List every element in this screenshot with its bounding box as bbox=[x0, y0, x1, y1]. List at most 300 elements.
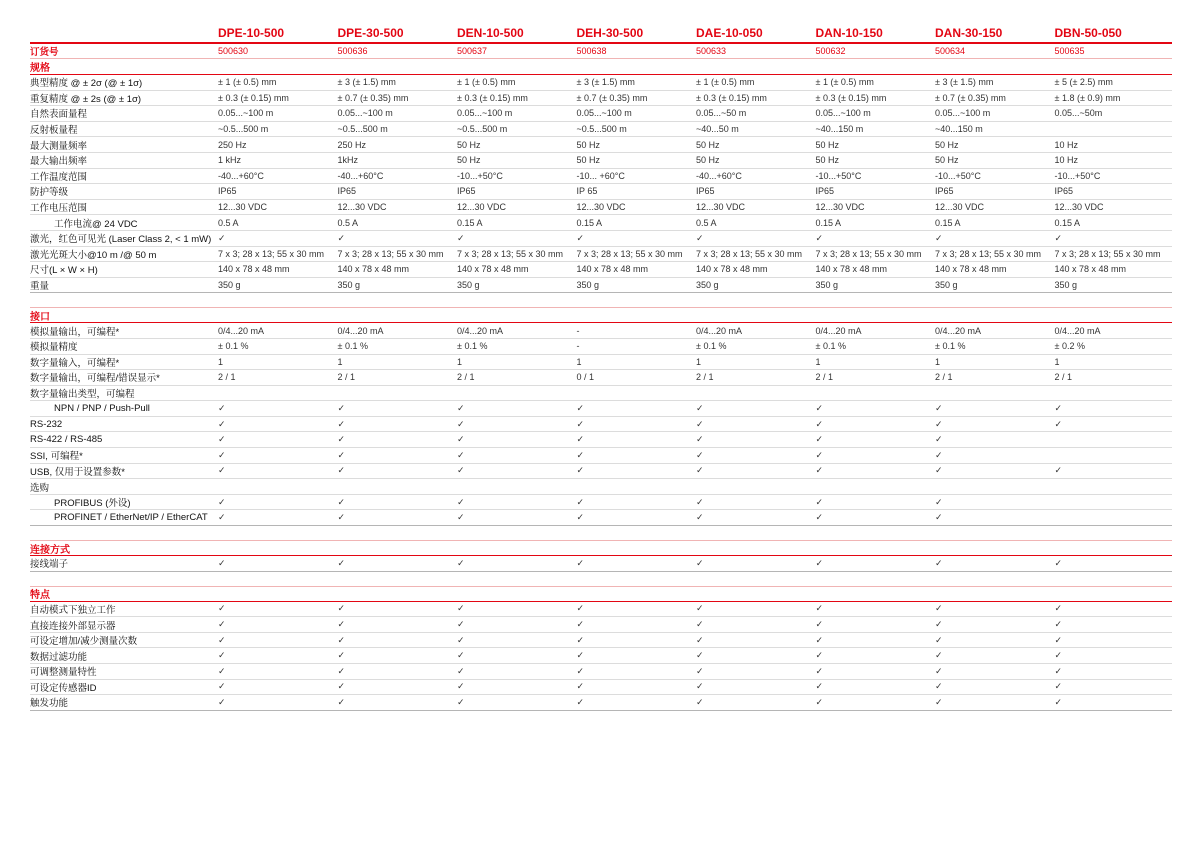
cell-value: 1 bbox=[935, 356, 941, 367]
check-mark: ✓ bbox=[1054, 634, 1063, 645]
check-mark: ✓ bbox=[815, 434, 824, 445]
section-header bbox=[30, 59, 1172, 75]
check-mark: ✓ bbox=[696, 603, 704, 614]
cell-value: 50 Hz bbox=[935, 139, 959, 150]
cell-value: 12...30 VDC bbox=[696, 202, 746, 213]
check-mark: ✓ bbox=[815, 681, 824, 692]
row-label: USB, 仅用于设置参数* bbox=[30, 466, 126, 478]
section-title: 接口 bbox=[30, 311, 50, 323]
table-row bbox=[30, 633, 1172, 649]
check-mark: ✓ bbox=[457, 512, 465, 523]
section-title: 特点 bbox=[30, 590, 50, 602]
cell-value: 0.05...~50m bbox=[1054, 108, 1103, 119]
check-mark: ✓ bbox=[457, 650, 465, 661]
check-mark: ✓ bbox=[696, 496, 704, 507]
check-mark: ✓ bbox=[457, 634, 465, 645]
check-mark: ✓ bbox=[337, 465, 346, 476]
row-label: 数据过滤功能 bbox=[30, 651, 88, 663]
row-label: 可调整测量特性 bbox=[30, 667, 97, 679]
cell-value: 2 / 1 bbox=[935, 372, 953, 383]
check-mark: ✓ bbox=[457, 496, 465, 507]
cell-value: 350 g bbox=[218, 280, 241, 291]
cell-value: -40...+60°C bbox=[337, 170, 384, 181]
cell-value: 0.5 A bbox=[218, 217, 239, 228]
cell-value: 50 Hz bbox=[696, 139, 720, 150]
check-mark: ✓ bbox=[457, 449, 465, 460]
check-mark: ✓ bbox=[576, 512, 585, 523]
cell-value: ± 1 (± 0.5) mm bbox=[815, 77, 874, 88]
check-mark: ✓ bbox=[935, 403, 943, 414]
section-header bbox=[30, 586, 1172, 602]
cell-value: -10...+50°C bbox=[815, 170, 862, 181]
cell-value: 1 bbox=[457, 356, 463, 367]
cell-value: 0/4...20 mA bbox=[815, 325, 862, 336]
cell-value: 12...30 VDC bbox=[1054, 202, 1104, 213]
cell-value: 0.15 A bbox=[1054, 217, 1081, 228]
row-label: SSI, 可编程* bbox=[30, 451, 83, 463]
check-mark: ✓ bbox=[935, 650, 943, 661]
check-mark: ✓ bbox=[218, 403, 226, 414]
section-title: 连接方式 bbox=[30, 544, 70, 556]
cell-value: 1kHz bbox=[337, 155, 359, 166]
cell-value: 140 x 78 x 48 mm bbox=[576, 264, 649, 275]
product-name: DBN-50-050 bbox=[1054, 26, 1122, 40]
section-title: 规格 bbox=[30, 63, 50, 74]
cell-value: 1 bbox=[696, 356, 702, 367]
cell-value: 1 bbox=[576, 356, 582, 367]
check-mark: ✓ bbox=[218, 665, 226, 676]
check-mark: ✓ bbox=[935, 449, 943, 460]
cell-value: ± 0.7 (± 0.35) mm bbox=[576, 92, 648, 103]
check-mark: ✓ bbox=[576, 634, 585, 645]
table-row bbox=[30, 464, 1172, 480]
row-label: 直接连接外部显示器 bbox=[30, 620, 116, 632]
spec-table bbox=[30, 26, 1172, 711]
cell-value: 7 x 3; 28 x 13; 55 x 30 mm bbox=[935, 248, 1042, 259]
row-label: 重量 bbox=[30, 281, 50, 293]
row-label: RS-232 bbox=[30, 418, 63, 430]
row-label: 最大输出频率 bbox=[30, 156, 88, 168]
cell-value: 12...30 VDC bbox=[935, 202, 985, 213]
check-mark: ✓ bbox=[576, 434, 585, 445]
row-label: 防护等级 bbox=[30, 187, 69, 199]
check-mark: ✓ bbox=[815, 496, 824, 507]
cell-value: ± 1 (± 0.5) mm bbox=[696, 77, 755, 88]
check-mark: ✓ bbox=[815, 232, 824, 243]
cell-value: 7 x 3; 28 x 13; 55 x 30 mm bbox=[1054, 248, 1161, 259]
table-row bbox=[30, 75, 1172, 91]
row-label: 激光，红色可见光 (Laser Class 2, < 1 mW) bbox=[30, 234, 212, 246]
cell-value: ± 3 (± 1.5) mm bbox=[576, 77, 635, 88]
cell-value: ~0.5...500 m bbox=[457, 124, 508, 135]
check-mark: ✓ bbox=[696, 449, 704, 460]
check-mark: ✓ bbox=[935, 434, 943, 445]
check-mark: ✓ bbox=[337, 665, 346, 676]
table-row bbox=[30, 184, 1172, 200]
cell-value: 50 Hz bbox=[457, 139, 481, 150]
check-mark: ✓ bbox=[218, 512, 226, 523]
row-label: 数字量输入，可编程* bbox=[30, 357, 120, 369]
cell-value: ± 3 (± 1.5) mm bbox=[337, 77, 396, 88]
check-mark: ✓ bbox=[576, 650, 585, 661]
check-mark: ✓ bbox=[935, 496, 943, 507]
check-mark: ✓ bbox=[1054, 403, 1063, 414]
check-mark: ✓ bbox=[218, 232, 226, 243]
check-mark: ✓ bbox=[1054, 665, 1063, 676]
row-label: 反射板量程 bbox=[30, 125, 78, 137]
cell-value: 350 g bbox=[696, 280, 719, 291]
check-mark: ✓ bbox=[457, 665, 465, 676]
check-mark: ✓ bbox=[1054, 696, 1063, 707]
cell-value: 0.05...~100 m bbox=[815, 108, 871, 119]
check-mark: ✓ bbox=[815, 603, 824, 614]
check-mark: ✓ bbox=[218, 418, 226, 429]
order-number: 500632 bbox=[815, 46, 846, 56]
table-row bbox=[30, 370, 1172, 386]
cell-value: ± 1.8 (± 0.9) mm bbox=[1054, 92, 1121, 103]
order-row-label: 订货号 bbox=[30, 47, 59, 58]
row-label: 数字量输出，可编程/错误显示* bbox=[30, 373, 160, 385]
table-row bbox=[30, 617, 1172, 633]
cell-value: 0 / 1 bbox=[576, 372, 595, 383]
cell-value: - bbox=[576, 341, 580, 352]
check-mark: ✓ bbox=[576, 603, 585, 614]
cell-value: ± 0.2 % bbox=[1054, 341, 1085, 352]
row-label: 可设定传感器ID bbox=[30, 682, 97, 694]
cell-value: 1 bbox=[337, 356, 343, 367]
cell-value: 0.05...~100 m bbox=[337, 108, 393, 119]
order-number-row bbox=[30, 44, 1172, 59]
row-label: 模拟量输出，可编程* bbox=[30, 326, 120, 338]
check-mark: ✓ bbox=[337, 619, 346, 630]
table-row bbox=[30, 680, 1172, 696]
cell-value: 140 x 78 x 48 mm bbox=[696, 264, 768, 275]
check-mark: ✓ bbox=[696, 512, 704, 523]
cell-value: 50 Hz bbox=[815, 139, 840, 150]
cell-value: ~40...150 m bbox=[935, 124, 983, 135]
check-mark: ✓ bbox=[696, 634, 704, 645]
cell-value: 0.15 A bbox=[935, 217, 961, 228]
check-mark: ✓ bbox=[696, 696, 704, 707]
cell-value: 0.15 A bbox=[815, 217, 842, 228]
table-row bbox=[30, 200, 1172, 216]
cell-value: IP65 bbox=[1054, 186, 1074, 197]
table-row bbox=[30, 401, 1172, 417]
section-header bbox=[30, 540, 1172, 556]
check-mark: ✓ bbox=[935, 232, 943, 243]
table-row bbox=[30, 323, 1172, 339]
table-row bbox=[30, 153, 1172, 169]
cell-value: 2 / 1 bbox=[457, 372, 475, 383]
table-row bbox=[30, 339, 1172, 355]
check-mark: ✓ bbox=[337, 681, 346, 692]
cell-value: 140 x 78 x 48 mm bbox=[935, 264, 1007, 275]
cell-value: 0.15 A bbox=[576, 217, 603, 228]
cell-value: ± 3 (± 1.5) mm bbox=[935, 77, 994, 88]
table-row bbox=[30, 137, 1172, 153]
cell-value: 0/4...20 mA bbox=[696, 325, 743, 336]
check-mark: ✓ bbox=[576, 619, 585, 630]
check-mark: ✓ bbox=[218, 603, 226, 614]
table-row bbox=[30, 262, 1172, 278]
check-mark: ✓ bbox=[337, 434, 346, 445]
check-mark: ✓ bbox=[218, 557, 226, 568]
cell-value: -40...+60°C bbox=[218, 170, 264, 181]
cell-value: ± 0.1 % bbox=[337, 341, 368, 352]
cell-value: 350 g bbox=[337, 280, 361, 291]
check-mark: ✓ bbox=[576, 418, 585, 429]
table-row bbox=[30, 556, 1172, 572]
section-gap bbox=[30, 293, 1172, 307]
check-mark: ✓ bbox=[218, 634, 226, 645]
product-name: DAN-10-150 bbox=[815, 26, 883, 40]
cell-value: IP65 bbox=[457, 186, 476, 197]
row-label: 工作电流@ 24 VDC bbox=[54, 218, 138, 230]
cell-value: 50 Hz bbox=[815, 155, 840, 166]
check-mark: ✓ bbox=[457, 681, 465, 692]
cell-value: 1 bbox=[815, 356, 821, 367]
cell-value: IP65 bbox=[696, 186, 715, 197]
check-mark: ✓ bbox=[218, 434, 226, 445]
table-row bbox=[30, 247, 1172, 263]
check-mark: ✓ bbox=[576, 496, 585, 507]
row-label: 最大测量频率 bbox=[30, 140, 88, 152]
cell-value: IP 65 bbox=[576, 186, 598, 197]
check-mark: ✓ bbox=[935, 696, 943, 707]
check-mark: ✓ bbox=[337, 232, 346, 243]
check-mark: ✓ bbox=[935, 681, 943, 692]
check-mark: ✓ bbox=[576, 557, 585, 568]
cell-value: ~40...50 m bbox=[696, 124, 739, 135]
table-row bbox=[30, 602, 1172, 618]
check-mark: ✓ bbox=[576, 465, 585, 476]
check-mark: ✓ bbox=[1054, 681, 1063, 692]
order-number: 500634 bbox=[935, 46, 966, 56]
cell-value: 1 kHz bbox=[218, 155, 242, 166]
row-label: 数字量输出类型，可编程 bbox=[30, 388, 135, 400]
cell-value: 140 x 78 x 48 mm bbox=[457, 264, 529, 275]
check-mark: ✓ bbox=[696, 434, 704, 445]
cell-value: 7 x 3; 28 x 13; 55 x 30 mm bbox=[815, 248, 922, 259]
table-row bbox=[30, 495, 1172, 511]
check-mark: ✓ bbox=[815, 650, 824, 661]
cell-value: 12...30 VDC bbox=[218, 202, 268, 213]
cell-value: ± 0.1 % bbox=[815, 341, 846, 352]
table-row bbox=[30, 664, 1172, 680]
cell-value: 7 x 3; 28 x 13; 55 x 30 mm bbox=[337, 248, 444, 259]
cell-value: 50 Hz bbox=[696, 155, 720, 166]
product-name: DPE-30-500 bbox=[337, 26, 404, 40]
check-mark: ✓ bbox=[457, 557, 465, 568]
cell-value: ± 0.3 (± 0.15) mm bbox=[457, 92, 528, 103]
row-label: 激光光斑大小@10 m /@ 50 m bbox=[30, 249, 157, 261]
row-label: 触发功能 bbox=[30, 698, 69, 710]
check-mark: ✓ bbox=[935, 603, 943, 614]
check-mark: ✓ bbox=[935, 512, 943, 523]
check-mark: ✓ bbox=[1054, 557, 1063, 568]
check-mark: ✓ bbox=[1054, 418, 1063, 429]
product-header-row bbox=[30, 26, 1172, 44]
order-number: 500638 bbox=[576, 46, 607, 56]
cell-value: -10...+50°C bbox=[935, 170, 981, 181]
cell-value: -40...+60°C bbox=[696, 170, 742, 181]
table-row bbox=[30, 510, 1172, 526]
cell-value: 50 Hz bbox=[457, 155, 481, 166]
cell-value: 140 x 78 x 48 mm bbox=[815, 264, 888, 275]
check-mark: ✓ bbox=[457, 603, 465, 614]
table-row bbox=[30, 648, 1172, 664]
row-label: 接线端子 bbox=[30, 559, 69, 571]
table-row bbox=[30, 91, 1172, 107]
cell-value: 0.05...~50 m bbox=[696, 108, 747, 119]
product-name: DAN-30-150 bbox=[935, 26, 1003, 40]
check-mark: ✓ bbox=[457, 232, 465, 243]
cell-value: 140 x 78 x 48 mm bbox=[337, 264, 410, 275]
cell-value: 0/4...20 mA bbox=[218, 325, 265, 336]
check-mark: ✓ bbox=[815, 403, 824, 414]
check-mark: ✓ bbox=[696, 650, 704, 661]
cell-value: 2 / 1 bbox=[815, 372, 834, 383]
cell-value: 12...30 VDC bbox=[337, 202, 387, 213]
row-label: 重复精度 @ ± 2s (@ ± 1σ) bbox=[30, 93, 142, 105]
check-mark: ✓ bbox=[457, 403, 465, 414]
cell-value: -10... +60°C bbox=[576, 170, 625, 181]
cell-value: 0.05...~100 m bbox=[576, 108, 632, 119]
check-mark: ✓ bbox=[935, 619, 943, 630]
check-mark: ✓ bbox=[457, 465, 465, 476]
cell-value: ± 0.3 (± 0.15) mm bbox=[815, 92, 887, 103]
row-label: 典型精度 @ ± 2σ (@ ± 1σ) bbox=[30, 78, 143, 90]
row-label: 模拟量精度 bbox=[30, 342, 78, 354]
cell-value: IP65 bbox=[218, 186, 237, 197]
check-mark: ✓ bbox=[696, 665, 704, 676]
check-mark: ✓ bbox=[696, 418, 704, 429]
table-row bbox=[30, 386, 1172, 402]
cell-value: 12...30 VDC bbox=[457, 202, 507, 213]
check-mark: ✓ bbox=[218, 650, 226, 661]
cell-value: 350 g bbox=[576, 280, 600, 291]
cell-value: 50 Hz bbox=[576, 139, 601, 150]
check-mark: ✓ bbox=[576, 403, 585, 414]
check-mark: ✓ bbox=[1054, 603, 1063, 614]
cell-value: 250 Hz bbox=[218, 139, 247, 150]
cell-value: 350 g bbox=[935, 280, 958, 291]
row-label: 可设定增加/减少测量次数 bbox=[30, 636, 138, 648]
check-mark: ✓ bbox=[337, 634, 346, 645]
check-mark: ✓ bbox=[935, 665, 943, 676]
check-mark: ✓ bbox=[218, 496, 226, 507]
cell-value: 0.15 A bbox=[457, 217, 483, 228]
check-mark: ✓ bbox=[337, 449, 346, 460]
check-mark: ✓ bbox=[935, 465, 943, 476]
product-name: DEH-30-500 bbox=[576, 26, 644, 40]
check-mark: ✓ bbox=[218, 619, 226, 630]
check-mark: ✓ bbox=[457, 619, 465, 630]
table-row bbox=[30, 106, 1172, 122]
cell-value: 250 Hz bbox=[337, 139, 367, 150]
check-mark: ✓ bbox=[696, 681, 704, 692]
cell-value: 0.5 A bbox=[337, 217, 359, 228]
cell-value: IP65 bbox=[935, 186, 954, 197]
order-number: 500636 bbox=[337, 46, 368, 56]
check-mark: ✓ bbox=[696, 232, 704, 243]
cell-value: ± 0.3 (± 0.15) mm bbox=[696, 92, 767, 103]
row-label: 工作电压范围 bbox=[30, 203, 88, 215]
table-row bbox=[30, 432, 1172, 448]
table-row bbox=[30, 355, 1172, 371]
check-mark: ✓ bbox=[696, 403, 704, 414]
cell-value: IP65 bbox=[337, 186, 357, 197]
table-row bbox=[30, 448, 1172, 464]
order-number: 500635 bbox=[1054, 46, 1085, 56]
cell-value: 10 Hz bbox=[1054, 155, 1079, 166]
cell-value: ± 0.1 % bbox=[696, 341, 727, 352]
cell-value: 350 g bbox=[815, 280, 839, 291]
table-row bbox=[30, 417, 1172, 433]
check-mark: ✓ bbox=[1054, 465, 1063, 476]
cell-value: 0/4...20 mA bbox=[1054, 325, 1101, 336]
section-gap bbox=[30, 572, 1172, 586]
cell-value: ± 0.1 % bbox=[935, 341, 966, 352]
cell-value: IP65 bbox=[815, 186, 835, 197]
check-mark: ✓ bbox=[815, 619, 824, 630]
cell-value: 0/4...20 mA bbox=[935, 325, 982, 336]
check-mark: ✓ bbox=[457, 434, 465, 445]
cell-value: 7 x 3; 28 x 13; 55 x 30 mm bbox=[576, 248, 683, 259]
table-row bbox=[30, 479, 1172, 495]
table-row bbox=[30, 278, 1172, 294]
check-mark: ✓ bbox=[815, 634, 824, 645]
check-mark: ✓ bbox=[696, 557, 704, 568]
cell-value: ~0.5...500 m bbox=[218, 124, 269, 135]
check-mark: ✓ bbox=[1054, 232, 1063, 243]
cell-value: 7 x 3; 28 x 13; 55 x 30 mm bbox=[457, 248, 564, 259]
cell-value: 140 x 78 x 48 mm bbox=[218, 264, 290, 275]
row-label: 自然表面量程 bbox=[30, 109, 88, 121]
check-mark: ✓ bbox=[218, 465, 226, 476]
cell-value: 50 Hz bbox=[576, 155, 601, 166]
row-label: NPN / PNP / Push-Pull bbox=[54, 403, 150, 415]
check-mark: ✓ bbox=[815, 696, 824, 707]
row-label: RS-422 / RS-485 bbox=[30, 434, 103, 446]
cell-value: - bbox=[576, 325, 580, 336]
check-mark: ✓ bbox=[815, 665, 824, 676]
cell-value: 0.05...~100 m bbox=[457, 108, 513, 119]
row-label: 选购 bbox=[30, 482, 50, 494]
check-mark: ✓ bbox=[696, 619, 704, 630]
cell-value: ± 0.3 (± 0.15) mm bbox=[218, 92, 289, 103]
check-mark: ✓ bbox=[815, 418, 824, 429]
cell-value: 2 / 1 bbox=[218, 372, 236, 383]
table-row bbox=[30, 231, 1172, 247]
cell-value: ± 1 (± 0.5) mm bbox=[218, 77, 277, 88]
cell-value: 0.05...~100 m bbox=[935, 108, 991, 119]
check-mark: ✓ bbox=[935, 634, 943, 645]
cell-value: 140 x 78 x 48 mm bbox=[1054, 264, 1127, 275]
check-mark: ✓ bbox=[337, 650, 346, 661]
check-mark: ✓ bbox=[1054, 650, 1063, 661]
check-mark: ✓ bbox=[337, 403, 346, 414]
table-row bbox=[30, 122, 1172, 138]
cell-value: -10...+50°C bbox=[457, 170, 503, 181]
check-mark: ✓ bbox=[457, 696, 465, 707]
order-number: 500637 bbox=[457, 46, 488, 56]
order-number: 500633 bbox=[696, 46, 727, 56]
cell-value: 1 bbox=[1054, 356, 1060, 367]
check-mark: ✓ bbox=[218, 681, 226, 692]
cell-value: 1 bbox=[218, 356, 224, 367]
check-mark: ✓ bbox=[337, 496, 346, 507]
